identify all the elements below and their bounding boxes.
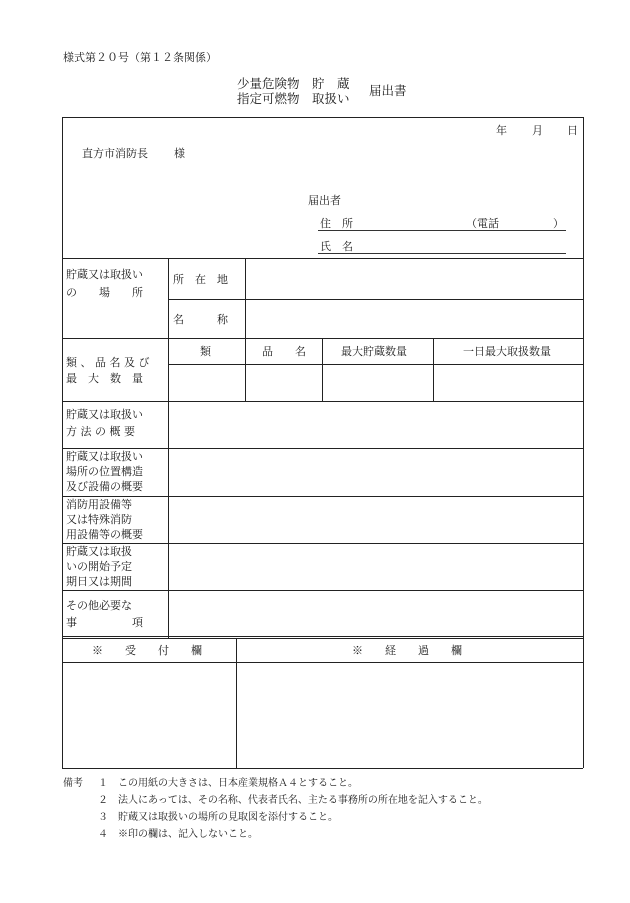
reception-label: ※ 受 付 欄 [92,644,202,657]
schedule-label-1: 貯蔵又は取扱 [66,545,132,558]
other-field[interactable] [169,591,582,635]
name-field[interactable] [318,253,566,254]
title-line-2: 指定可燃物 取扱い [237,91,350,106]
class-field[interactable] [169,365,244,400]
schedule-label-3: 期日又は期間 [66,575,132,588]
date-day: 日 [567,124,578,137]
max-daily-field[interactable] [434,365,582,400]
date-month: 月 [532,124,543,137]
addressee-honorific: 様 [174,147,185,160]
method-field[interactable] [169,402,582,447]
fire-equipment-label-3: 用設備等の概要 [66,528,143,541]
note-num-4: ４ [98,829,108,840]
phone-close: ） [553,217,564,230]
structure-label-3: 及び設備の概要 [66,480,143,493]
schedule-label-2: いの開始予定 [66,560,132,573]
note-num-3: ３ [98,812,108,823]
other-label-1: その他必要な [66,599,132,612]
location-header-1: 貯蔵又は取扱い [66,268,143,281]
fire-equipment-label-1: 消防用設備等 [66,498,132,511]
col-class: 類 [200,345,211,358]
quantity-header-2: 最 大 数 量 [66,372,143,385]
note-num-2: ２ [98,795,108,806]
notifier-label: 届出者 [308,194,341,207]
location-address-field[interactable] [246,259,582,298]
quantity-header-1: 類 、 品 名 及 び [66,356,150,369]
date-year: 年 [496,124,507,137]
other-label-2: 事 項 [66,616,143,629]
location-name-field[interactable] [246,300,582,337]
phone-label: （電話 [466,217,499,230]
name-label: 氏 名 [320,240,353,253]
product-name-field[interactable] [246,365,321,400]
fire-equipment-label-2: 又は特殊消防 [66,513,132,526]
note-text-2: 法人にあっては、その名称、代表者氏名、主たる事務所の所在地を記入すること。 [118,795,488,806]
address-label: 住 所 [320,217,353,230]
form-number: 様式第２０号（第１２条関係） [63,51,217,64]
notes-label: 備考 [63,778,83,789]
title-line-1: 少量危険物 貯 蔵 [237,76,350,91]
col-max-storage: 最大貯蔵数量 [341,345,407,358]
method-label-2: 方 法 の 概 要 [66,425,135,438]
progress-label: ※ 経 過 欄 [352,644,462,657]
schedule-field[interactable] [169,544,582,589]
note-num-1: １ [98,778,108,789]
structure-label-1: 貯蔵又は取扱い [66,450,143,463]
location-name-label: 名 称 [173,313,228,326]
location-address-label: 所 在 地 [173,273,228,286]
address-field[interactable] [318,230,566,231]
structure-field[interactable] [169,449,582,495]
title-suffix: 届出書 [369,83,407,98]
reception-field [63,663,235,767]
addressee-name: 直方市消防長 [82,147,148,160]
max-storage-field[interactable] [323,365,432,400]
note-text-4: ※印の欄は、記入しないこと。 [118,829,258,840]
note-text-3: 貯蔵又は取扱いの場所の見取図を添付すること。 [118,812,338,823]
note-text-1: この用紙の大きさは、日本産業規格Ａ４とすること。 [118,778,358,789]
progress-field [237,663,582,767]
col-max-daily-handling: 一日最大取扱数量 [463,345,551,358]
method-label-1: 貯蔵又は取扱い [66,408,143,421]
fire-equipment-field[interactable] [169,497,582,542]
col-product-name: 品 名 [262,345,306,358]
location-header-2: の 場 所 [66,286,143,299]
structure-label-2: 場所の位置構造 [66,465,143,478]
